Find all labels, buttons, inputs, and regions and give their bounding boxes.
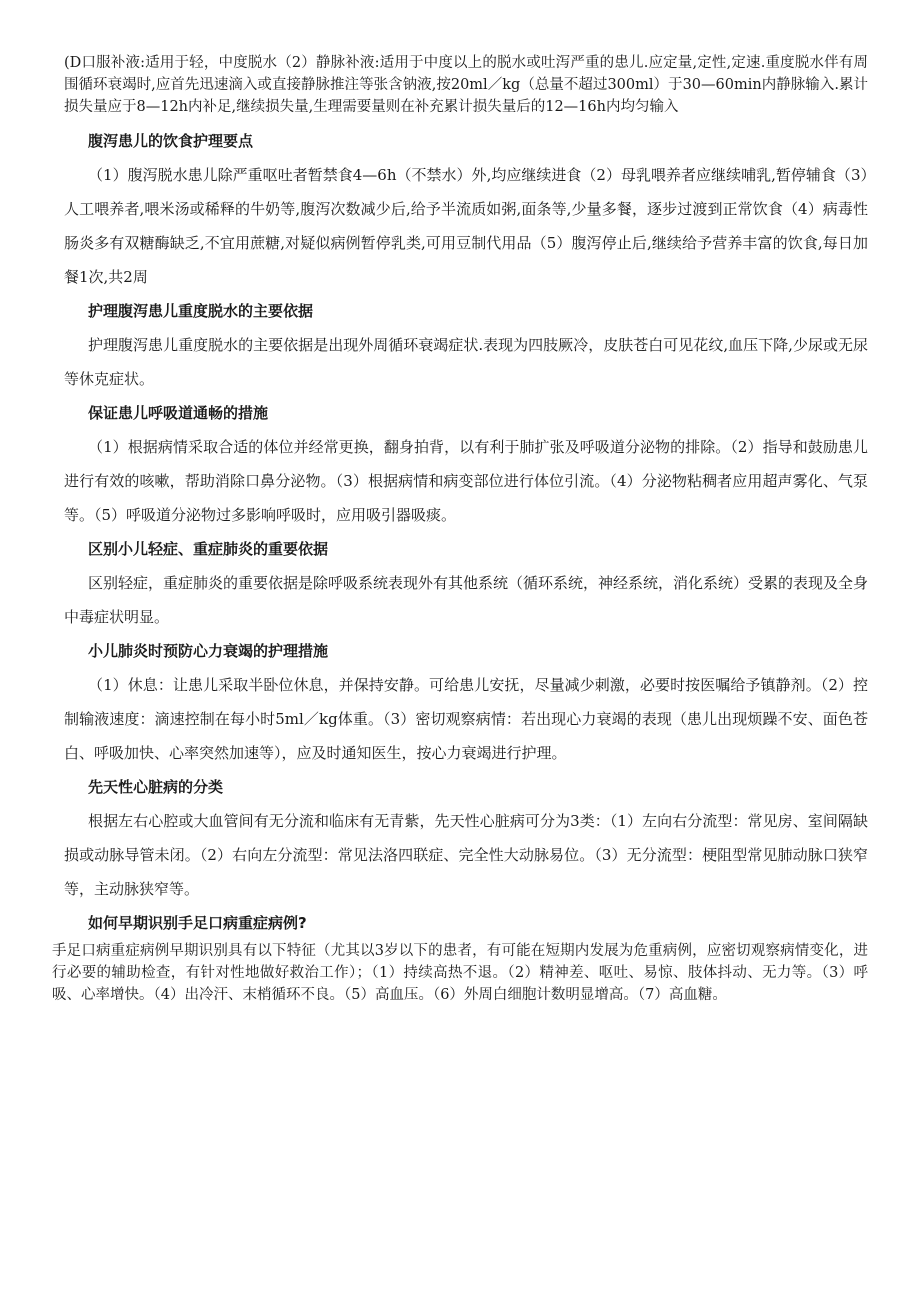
chd-classification-heading: 先天性心脏病的分类 <box>88 778 224 796</box>
chd-classification-paragraph: 根据左右心腔或大血管间有无分流和临床有无青紫，先天性心脏病可分为3类：（1）左向右分流型：常见房、室间隔缺损或动脉导管未闭。（2）右向左分流型：常见法洛四联症、完全性大动脉易位。（3）无分流型：梗阻型常见肺动脉口狭窄等，主动脉狭窄等。 <box>64 812 868 898</box>
diet-care-paragraph: （1）腹泻脱水患儿除严重呕吐者暂禁食4—6h（不禁水）外,均应继续进食（2）母乳喂养者应继续哺乳,暂停辅食（3）人工喂养者,喂米汤或稀释的牛奶等,腹泻次数减少后,给予半流质如粥,面条等,少量多餐，逐步过渡到正常饮食（4）病毒性肠炎多有双糖酶缺乏,不宜用蔗糖,对疑似病例暂停乳类,可用豆制代用品（5）腹泻停止后,继续给予营养丰富的饮食,每日加餐1次,共2周 <box>64 166 868 286</box>
airway-heading: 保证患儿呼吸道通畅的措施 <box>88 404 269 422</box>
heart-failure-prevention-heading: 小儿肺炎时预防心力衰竭的护理措施 <box>88 642 329 660</box>
heart-failure-prevention-paragraph: （1）休息：让患儿采取半卧位休息，并保持安静。可给患儿安抚，尽量减少刺激，必要时按医嘱给予镇静剂。（2）控制输液速度：滴速控制在每小时5ml／kg体重。（3）密切观察病情：若出现心力衰竭的表现（患儿出现烦躁不安、面色苍白、呼吸加快、心率突然加速等），应及时通知医生，按心力衰竭进行护理。 <box>64 676 868 762</box>
pneumonia-severity-paragraph: 区别轻症，重症肺炎的重要依据是除呼吸系统表现外有其他系统（循环系统，神经系统，消化系统）受累的表现及全身中毒症状明显。 <box>64 574 869 626</box>
severe-dehydration-heading: 护理腹泻患儿重度脱水的主要依据 <box>88 302 314 320</box>
hfmd-heading: 如何早期识别手足口病重症病例? <box>88 914 307 932</box>
pneumonia-severity-heading: 区别小儿轻症、重症肺炎的重要依据 <box>88 540 329 558</box>
diet-care-heading: 腹泻患儿的饮食护理要点 <box>88 132 254 150</box>
severe-dehydration-paragraph: 护理腹泻患儿重度脱水的主要依据是出现外周循环衰竭症状.表现为四肢厥冷，皮肤苍白可见花纹,血压下降,少尿或无尿等休克症状。 <box>64 336 868 388</box>
hfmd-paragraph: 手足口病重症病例早期识别具有以下特征（尤其以3岁以下的患者，有可能在短期内发展为危重病例，应密切观察病情变化，进行必要的辅助检查，有针对性地做好救治工作）；（1）持续高热不退。（2）精神差、呕吐、易惊、肢体抖动、无力等。（3）呼吸、心率增快。（4）出冷汗、末梢循环不良。（5）高血压。（6）外周白细胞计数明显增高。（7）高血糖。 <box>52 943 868 1003</box>
rehydration-paragraph: (D口服补液:适用于轻，中度脱水（2）静脉补液:适用于中度以上的脱水或吐泻严重的患儿.应定量,定性,定速.重度脱水伴有周围循环衰竭时,应首先迅速滴入或直接静脉推注等张含钠液,按20ml／kg（总量不超过300ml）于30—60min内静脉输入.累计损失量应于8—12h内补足,继续损失量,生理需要量则在补充累计损失量后的12—16h内均匀输入 <box>64 55 868 115</box>
airway-paragraph: （1）根据病情采取合适的体位并经常更换，翻身拍背，以有利于肺扩张及呼吸道分泌物的排除。（2）指导和鼓励患儿进行有效的咳嗽，帮助消除口鼻分泌物。（3）根据病情和病变部位进行体位引流。（4）分泌物粘稠者应用超声雾化、气泵等。（5）呼吸道分泌物过多影响呼吸时，应用吸引器吸痰。 <box>64 438 868 524</box>
